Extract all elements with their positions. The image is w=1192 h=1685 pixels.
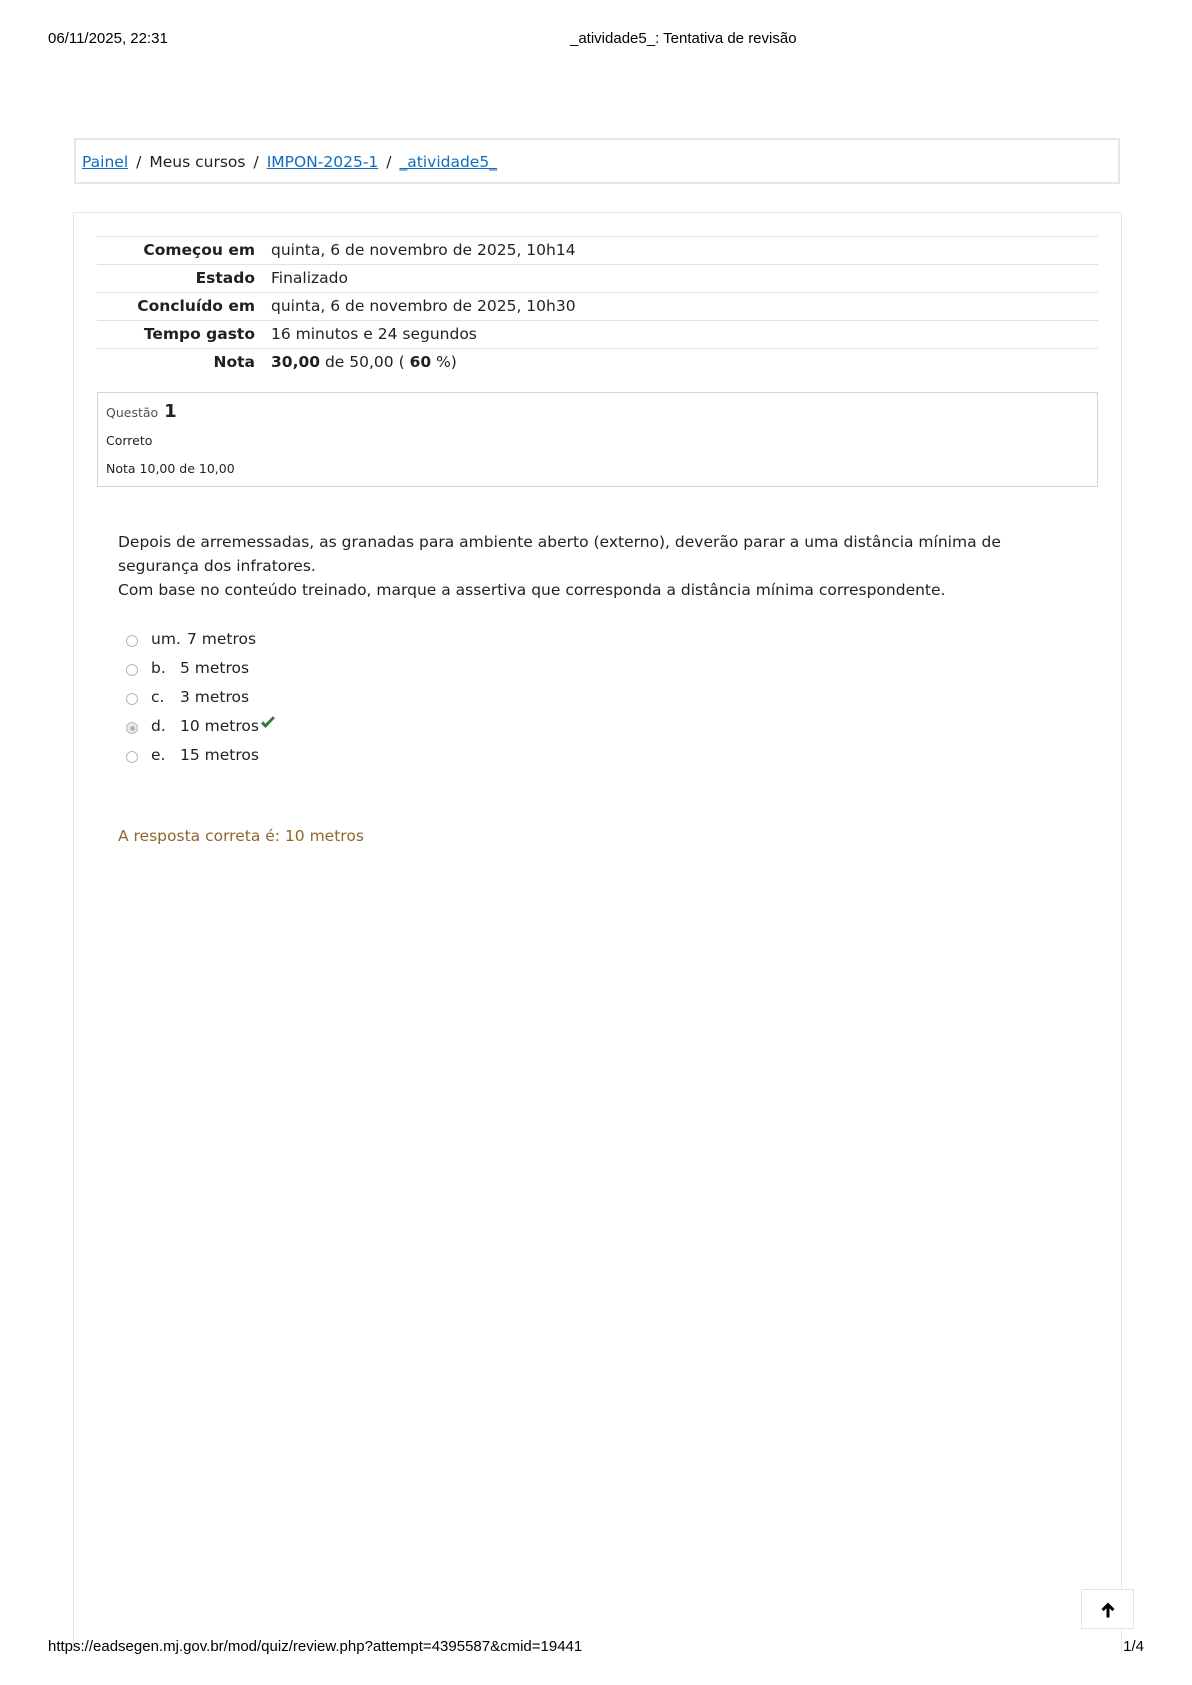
- back-to-top-button[interactable]: [1081, 1589, 1134, 1629]
- answer-letter: d.: [151, 717, 166, 735]
- breadcrumb-separator: /: [136, 153, 142, 171]
- summary-label: Começou em: [143, 241, 255, 259]
- question-prefix: Questão: [106, 405, 159, 420]
- question-grade: Nota 10,00 de 10,00: [106, 461, 235, 476]
- answer-letter: b.: [151, 659, 166, 677]
- grade-percent-suffix: %): [436, 353, 457, 371]
- summary-row-state: [97, 265, 1098, 293]
- right-answer-feedback: A resposta correta é: 10 metros: [118, 827, 364, 845]
- question-text-line-2: Com base no conteúdo treinado, marque a assertiva que corresponda a distância mínima correspondente.: [118, 581, 946, 599]
- summary-row-time-taken: [97, 321, 1098, 349]
- question-number: [106, 401, 177, 422]
- summary-label: Estado: [195, 269, 255, 287]
- summary-label: Tempo gasto: [143, 325, 255, 343]
- answer-letter: c.: [151, 688, 165, 706]
- summary-value: 16 minutos e 24 segundos: [271, 325, 477, 343]
- question-number-value: 1: [164, 401, 177, 422]
- summary-row-started: [97, 237, 1098, 265]
- breadcrumb-item-meus-cursos: Meus cursos: [149, 153, 246, 171]
- summary-label: Nota: [213, 353, 255, 371]
- answer-text: 5 metros: [180, 659, 250, 677]
- print-page-title: _atividade5_: Tentativa de revisão: [570, 30, 797, 47]
- answer-letter: e.: [151, 746, 166, 764]
- radio-button[interactable]: [126, 751, 138, 763]
- breadcrumb-separator: /: [253, 153, 259, 171]
- summary-value: Finalizado: [271, 269, 348, 287]
- radio-button[interactable]: [126, 693, 138, 705]
- breadcrumb-link-activity[interactable]: _atividade5_: [399, 153, 497, 171]
- breadcrumb-separator: /: [386, 153, 392, 171]
- grade-score: 30,00: [271, 353, 321, 371]
- attempt-summary-table: [97, 236, 1098, 376]
- question-state: Correto: [106, 433, 153, 448]
- answer-text: 3 metros: [180, 688, 250, 706]
- print-url: https://eadsegen.mj.gov.br/mod/quiz/review.php?attempt=4395587&cmid=19441: [48, 1638, 583, 1655]
- breadcrumb-bar: [74, 138, 1120, 184]
- summary-grade-value: [271, 349, 1098, 377]
- summary-row-grade: [97, 349, 1098, 377]
- grade-of-text: de 50,00 (: [324, 353, 405, 371]
- answer-text: 15 metros: [180, 746, 259, 764]
- breadcrumb: [82, 153, 497, 171]
- summary-value: quinta, 6 de novembro de 2025, 10h30: [271, 297, 576, 315]
- arrow-up-icon: [1101, 1602, 1115, 1618]
- answer-text: 10 metros: [180, 717, 259, 735]
- print-page-number: 1/4: [1123, 1638, 1144, 1655]
- radio-button[interactable]: [126, 664, 138, 676]
- summary-label: Concluído em: [137, 297, 255, 315]
- question-text: [118, 530, 1078, 602]
- summary-value: quinta, 6 de novembro de 2025, 10h14: [271, 241, 576, 259]
- print-footer: [48, 1638, 1144, 1658]
- radio-button-selected[interactable]: [126, 722, 138, 734]
- radio-button[interactable]: [126, 635, 138, 647]
- grade-percent: 60: [409, 353, 432, 371]
- answer-letter: um.: [151, 630, 181, 648]
- print-header: [48, 30, 1144, 50]
- answer-text: 7 metros: [187, 630, 257, 648]
- summary-row-completed: [97, 293, 1098, 321]
- breadcrumb-link-course[interactable]: IMPON-2025-1: [266, 153, 379, 171]
- question-text-line-1: Depois de arremessadas, as granadas para ambiente aberto (externo), deverão parar a uma distância mínima de segurança dos infratores.: [118, 533, 1001, 575]
- breadcrumb-link-painel[interactable]: Painel: [82, 153, 129, 171]
- check-icon: [260, 716, 276, 730]
- question-info-box: [97, 392, 1098, 487]
- answer-text-wrap: [180, 717, 276, 735]
- print-datetime: 06/11/2025, 22:31: [48, 30, 168, 47]
